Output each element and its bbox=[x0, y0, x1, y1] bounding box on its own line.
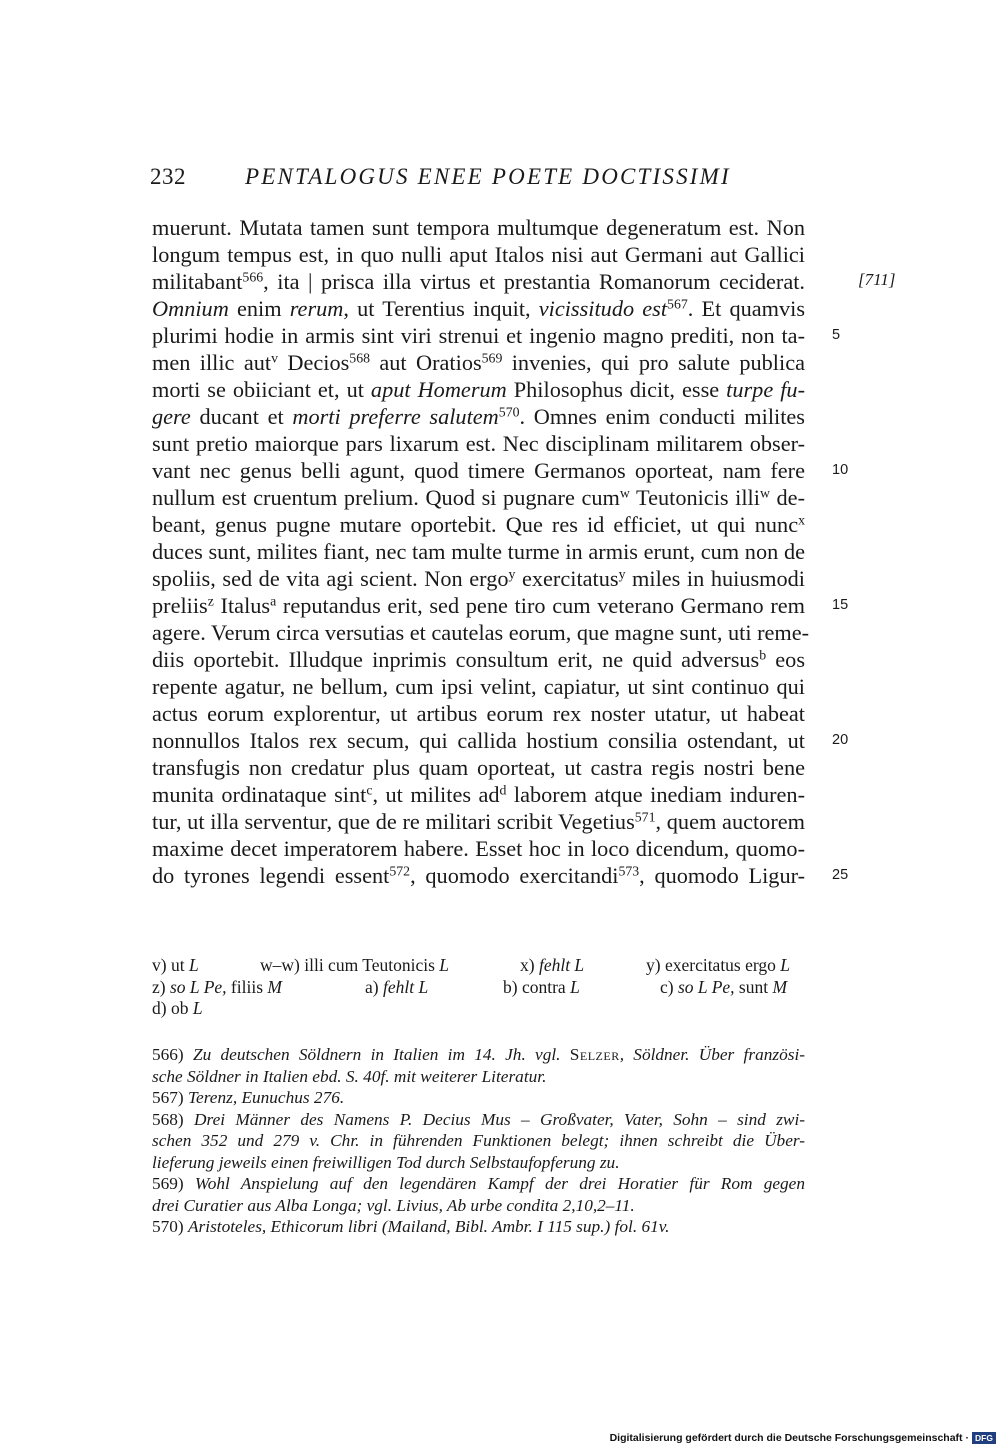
dfg-logo-icon: DFG bbox=[972, 1432, 996, 1444]
footer-credit bbox=[610, 1432, 996, 1444]
text-line: tur, ut illa serventur, que de re militari scribit Vegetius$^{571}$, quem auctorem bbox=[152, 809, 805, 834]
text-line: do tyrones legendi essent$^{572}$, quomodo exercitandi$^{573}$, quomodo Ligur- bbox=[152, 863, 805, 888]
footer-dot: · bbox=[965, 1432, 970, 1444]
apparatus-note: v) ut L bbox=[152, 955, 199, 975]
text-line: longum tempus est, in quo nulli aput Italos nisi aut Germani aut Gallici bbox=[152, 242, 805, 267]
text-line: spoliis, sed de vita agi scient. Non ergo$^y$ exercitatus$^y$ miles in huiusmodi bbox=[152, 566, 806, 591]
line-number: 20 bbox=[832, 732, 849, 748]
text-line: transfugis non credatur plus quam oporteat, ut castra regis nostri bene bbox=[152, 755, 805, 780]
apparatus-note: d) ob L bbox=[152, 998, 203, 1018]
text-line: actus eorum explorentur, ut artibus eorum rex noster utatur, ut habeat bbox=[152, 701, 805, 726]
text-line: repente agatur, ne bellum, cum ipsi velint, capiatur, ut sint continuo qui bbox=[152, 674, 805, 699]
footer-credit-text: Digitalisierung gefördert durch die Deutsche Forschungsgemeinschaft bbox=[609, 1432, 963, 1444]
running-title: PENTALOGUS ENEE POETE DOCTISSIMI bbox=[245, 164, 731, 189]
footnote-566: 566) Zu deutschen Söldnern in Italien im 14. Jh. vgl. Selzer, Söldner. Über französi- bbox=[152, 1045, 806, 1064]
text-line: nullum est cruentum prelium. Quod si pugnare cum$^w$ Teutonicis illi$^w$ de- bbox=[152, 485, 805, 510]
text-line: men illic aut$^v$ Decios$^{568}$ aut Oratios$^{569}$ invenies, qui pro salute publica bbox=[152, 350, 805, 375]
apparatus-note: b) contra L bbox=[503, 976, 580, 997]
text-line: sunt pretio maiorque pars lixarum est. Nec disciplinam militarem obser- bbox=[152, 431, 805, 456]
apparatus-note: y) exercitatus ergo L bbox=[646, 955, 791, 975]
footnote-569-cont: drei Curatier aus Alba Longa; vgl. Livius, Ab urbe condita 2,10,2–11. bbox=[152, 1195, 635, 1215]
footnotes bbox=[152, 1044, 805, 1238]
line-number: 15 bbox=[832, 597, 849, 613]
text-line: gere ducant et morti preferre salutem$^{570}$. Omnes enim conducti milites bbox=[152, 404, 805, 429]
text-line: maxime decet imperatorem habere. Esset hoc in loco dicendum, quomo- bbox=[152, 836, 805, 861]
text-line: plurimi hodie in armis sint viri strenui et ingenio magno prediti, non ta- bbox=[152, 323, 805, 348]
footnote-568-cont: schen 352 und 279 v. Chr. in führenden Funktionen belegt; ihnen schreibt die Über- bbox=[152, 1131, 805, 1150]
text-line: beant, genus pugne mutare oportebit. Que res id efficiet, ut qui nunc$^x$ bbox=[152, 512, 805, 537]
apparatus-note: c) so L Pe, sunt M bbox=[660, 976, 788, 997]
footnote-570: 570) Aristoteles, Ethicorum libri (Mailand, Bibl. Ambr. I 115 sup.) fol. 61v. bbox=[152, 1217, 670, 1236]
line-number: 5 bbox=[832, 327, 841, 343]
apparatus-note: x) fehlt L bbox=[520, 955, 585, 975]
line-number: 10 bbox=[832, 462, 849, 478]
text-line: morti se obiiciant et, ut aput Homerum Philosophus dicit, esse turpe fu- bbox=[152, 377, 805, 402]
footnote-568: 568) Drei Männer des Namens P. Decius Mus – Großvater, Vater, Sohn – sind zwi- bbox=[152, 1109, 806, 1129]
text-line: nonnullos Italos rex secum, qui callida hostium consilia ostendant, ut bbox=[152, 728, 805, 753]
text-line: militabant$^{566}$, ita | prisca illa virtus et prestantia Romanorum ceciderat. bbox=[152, 269, 805, 294]
footnote-566-cont: sche Söldner in Italien ebd. S. 40f. mit weiterer Literatur. bbox=[152, 1066, 547, 1086]
text-line: Omnium enim rerum, ut Terentius inquit, vicissitudo est$^{567}$. Et quamvis bbox=[152, 296, 806, 321]
apparatus-note: z) so L Pe, filiis M bbox=[152, 976, 282, 997]
text-line: munita ordinataque sint$^c$, ut milites $ad^d$ laborem atque inediam induren- bbox=[152, 782, 805, 807]
text-line: diis oportebit. Illudque inprimis consultum erit, ne quid adversus$^b$ eos bbox=[152, 647, 806, 672]
apparatus-note: w–w) illi cum Teutonicis L bbox=[260, 955, 449, 975]
line-number: 25 bbox=[832, 867, 849, 883]
text-line: vant nec genus belli agunt, quod timere Germanos oporteat, nam fere bbox=[152, 458, 805, 483]
text-line: preliis$^z$ Italus$^a$ reputandus erit, sed pene tiro cum veterano Germano rem bbox=[152, 593, 805, 618]
critical-apparatus bbox=[152, 955, 805, 1020]
footnote-569: 569) Wohl Anspielung auf den legendären Kampf der drei Horatier für Rom gegen bbox=[152, 1174, 805, 1193]
footnote-568-cont: lieferung jeweils einen freiwilligen Tod durch Selbstaufopferung zu. bbox=[152, 1152, 620, 1172]
text-line: muerunt. Mutata tamen sunt tempora multumque degeneratum est. Non bbox=[152, 215, 805, 240]
footnote-567: 567) Terenz, Eunuchus 276. bbox=[152, 1088, 345, 1107]
margin-page-ref: [711] bbox=[858, 270, 896, 289]
apparatus-note: a) fehlt L bbox=[365, 976, 429, 997]
text-line: duces sunt, milites fiant, nec tam multe turme in armis erunt, cum non de bbox=[152, 539, 805, 564]
text-line: agere. Verum circa versutias et cautelas eorum, que magne sunt, uti reme- bbox=[152, 620, 810, 645]
page-number: 232 bbox=[150, 164, 186, 189]
